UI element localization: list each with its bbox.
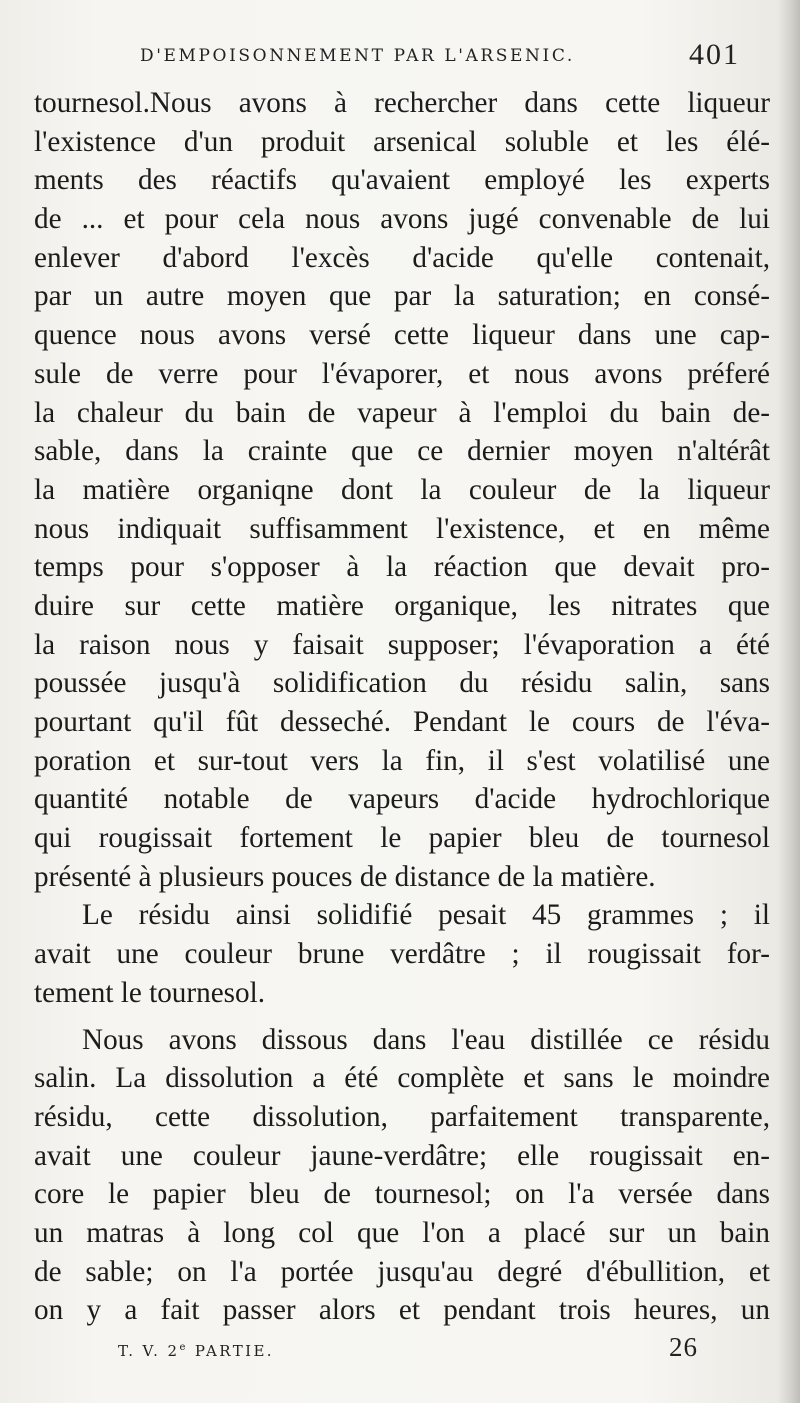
text-line: on y a fait passer alors et pendant trois heures, un [34,1294,770,1327]
text-line: tournesol.Nous avons à rechercher dans cette liqueur [34,87,770,119]
text-line: ments des réactifs qu'avaient employé les experts [34,164,770,197]
text-line: la chaleur du bain de vapeur à l'emploi du bain de- [34,396,770,429]
paragraph-spacer [34,1013,770,1021]
page-edge-shadow [778,0,800,1403]
page-number: 401 [689,38,740,71]
text-line: présenté à plusieurs pouces de distance de la matière. [34,860,656,893]
text-line: l'existence d'un produit arsenical soluble et les élé- [34,125,770,158]
paragraph-3 [34,1021,770,1331]
text-line: qui rougissait fortement le papier bleu de tournesol [34,822,770,855]
text-line: quantité notable de vapeurs d'acide hydrochlorique [34,783,770,816]
text-line: de ... et pour cela nous avons jugé convenable de lui [34,203,770,236]
text-line: la raison nous y faisait supposer; l'évaporation a été [34,628,770,661]
text-line: poration et sur-tout vers la fin, il s'est volatilisé une [34,744,770,777]
text-line: pourtant qu'il fût desseché. Pendant le cours de l'éva- [34,706,770,738]
text-line: nous indiquait suffisamment l'existence, et en même [34,512,770,545]
text-line: la matière organiqne dont la couleur de la liqueur [34,473,770,506]
running-title: D'EMPOISONNEMENT PAR L'ARSENIC. [140,46,575,66]
page-footer [118,1332,698,1372]
text-line: sable, dans la crainte que ce dernier moyen n'altérât [34,435,770,468]
signature-mark [118,1342,274,1360]
text-line: Nous avons dissous dans l'eau distillée ce résidu [82,1023,770,1056]
text-line: résidu, cette dissolution, parfaitement transparente, [34,1100,770,1133]
text-line: quence nous avons versé cette liqueur dans une cap- [34,319,770,352]
text-line: temps pour s'opposer à la réaction que devait pro- [34,551,770,584]
text-line: un matras à long col que l'on a placé sur un bain [34,1216,770,1249]
text-line: enlever d'abord l'excès d'acide qu'elle contenait, [34,241,770,274]
sheet-number: 26 [669,1332,698,1362]
paragraph-2 [34,896,770,1012]
text-line: core le papier bleu de tournesol; on l'a versée dans [34,1178,770,1211]
text-line: par un autre moyen que par la saturation; en consé- [34,280,770,313]
text-line: poussée jusqu'à solidification du résidu salin, sans [34,667,770,700]
paragraph-1 [34,84,770,896]
text-line: avait une couleur jaune-verdâtre; elle rougissait en- [34,1139,770,1172]
body-text [34,84,770,1330]
text-line: Le résidu ainsi solidifié pesait 45 grammes ; il [82,899,770,932]
signature-ordinal: e [179,1342,188,1353]
text-line: duire sur cette matière organique, les nitrates que [34,589,770,622]
text-line: tement le tournesol. [34,976,266,1009]
signature-part: PARTIE. [187,1342,274,1360]
text-line: avait une couleur brune verdâtre ; il rougissait for- [34,938,770,971]
text-line: de sable; on l'a portée jusqu'au degré d'ébullition, et [34,1255,770,1288]
signature-volume: T. V. 2 [118,1342,180,1360]
page-header [140,38,740,78]
text-line: sule de verre pour l'évaporer, et nous avons préferé [34,357,770,390]
text-line: salin. La dissolution a été complète et sans le moindre [34,1062,770,1095]
